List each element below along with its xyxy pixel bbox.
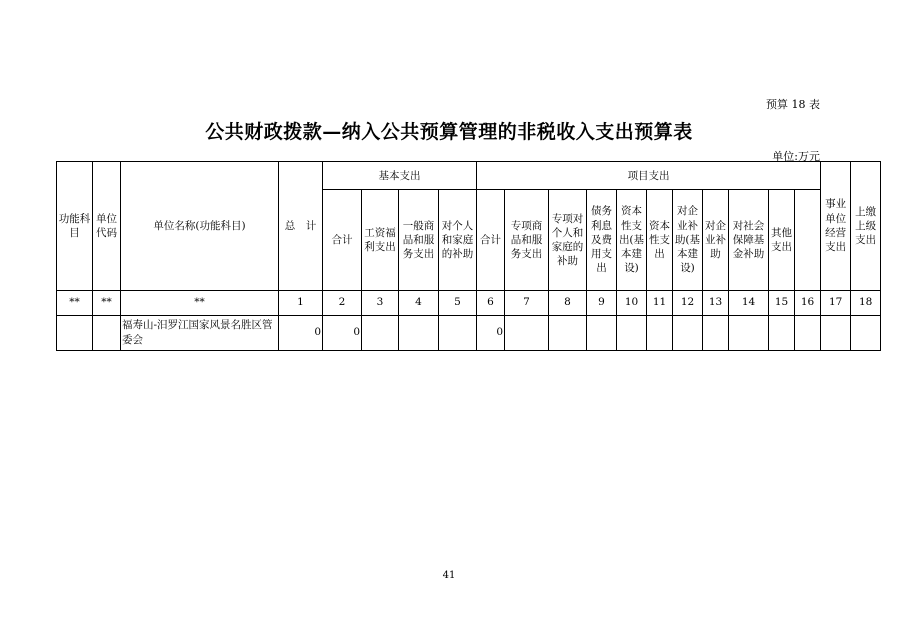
index-cell: 12: [673, 290, 703, 315]
cell-total: 0: [279, 315, 323, 350]
cell-basic-total: 0: [323, 315, 362, 350]
header-basic-personal: 对个人和家庭的补助: [439, 190, 477, 290]
cell-proj-enterprise: [703, 315, 729, 350]
header-row-top: [57, 162, 881, 190]
index-cell: 9: [587, 290, 617, 315]
cell-basic-personal: [439, 315, 477, 350]
header-basic-goods: 一般商品和服务支出: [399, 190, 439, 290]
cell-proj-other: [769, 315, 795, 350]
cell-func-subject: [57, 315, 93, 350]
index-cell: **: [93, 290, 121, 315]
header-proj-social: 对社会保障基金补助: [729, 190, 769, 290]
index-row: [57, 290, 881, 315]
form-number: 预算 18 表: [766, 98, 820, 111]
index-cell: 11: [647, 290, 673, 315]
cell-unit-name: 福寿山-汨罗江国家风景名胜区管委会: [121, 315, 279, 350]
cell-unit-code: [93, 315, 121, 350]
index-cell: 3: [362, 290, 399, 315]
index-cell: 13: [703, 290, 729, 315]
index-cell: 1: [279, 290, 323, 315]
header-proj-enterprise: 对企业补助: [703, 190, 729, 290]
header-proj-enterprise-base: 对企业补助(基本建设): [673, 190, 703, 290]
cell-proj-enterprise-base: [673, 315, 703, 350]
cell-proj-goods: [505, 315, 549, 350]
header-proj-capital-base: 资本性支出(基本建设): [617, 190, 647, 290]
index-cell: 10: [617, 290, 647, 315]
index-cell: 7: [505, 290, 549, 315]
header-business-ops: 事业单位经营支出: [821, 162, 851, 291]
cell-proj-social: [729, 315, 769, 350]
cell-subsidy-sub: [851, 315, 881, 350]
cell-basic-salary: [362, 315, 399, 350]
cell-business-ops: [795, 315, 821, 350]
index-cell: 5: [439, 290, 477, 315]
index-cell: 18: [851, 290, 881, 315]
header-basic-group: 基本支出: [323, 162, 477, 190]
header-total: 总 计: [279, 162, 323, 291]
index-cell: 6: [477, 290, 505, 315]
header-func-subject: 功能科目: [57, 162, 93, 291]
page-title: 公共财政拨款—纳入公共预算管理的非税收入支出预算表: [205, 121, 693, 143]
header-project-group: 项目支出: [477, 162, 821, 190]
header-proj-debt: 债务利息及费用支出: [587, 190, 617, 290]
index-cell: **: [121, 290, 279, 315]
index-cell: 14: [729, 290, 769, 315]
cell-proj-debt: [587, 315, 617, 350]
header-proj-goods: 专项商品和服务支出: [505, 190, 549, 290]
header-basic-salary: 工资福利支出: [362, 190, 399, 290]
header-proj-capital: 资本性支出: [647, 190, 673, 290]
index-cell: 15: [769, 290, 795, 315]
unit-label: 单位:万元: [772, 150, 820, 163]
cell-proj-capital-base: [617, 315, 647, 350]
index-cell: 4: [399, 290, 439, 315]
cell-proj-capital: [647, 315, 673, 350]
header-proj-personal: 专项对个人和家庭的补助: [549, 190, 587, 290]
cell-proj-personal: [549, 315, 587, 350]
index-cell: 2: [323, 290, 362, 315]
header-unit-name: 单位名称(功能科目): [121, 162, 279, 291]
header-unit-code: 单位代码: [93, 162, 121, 291]
index-cell: 8: [549, 290, 587, 315]
cell-proj-total: 0: [477, 315, 505, 350]
header-proj-total: 合计: [477, 190, 505, 290]
table-row: [57, 315, 881, 350]
index-cell: **: [57, 290, 93, 315]
header-basic-total: 合计: [323, 190, 362, 290]
cell-remit-upper: [821, 315, 851, 350]
index-cell: 16: [795, 290, 821, 315]
header-proj-other: 其他支出: [769, 190, 795, 290]
page-number: 41: [442, 570, 456, 581]
index-cell: 17: [821, 290, 851, 315]
budget-table: [56, 161, 881, 351]
header-remit-upper: 上缴上级支出: [851, 162, 881, 291]
cell-basic-goods: [399, 315, 439, 350]
